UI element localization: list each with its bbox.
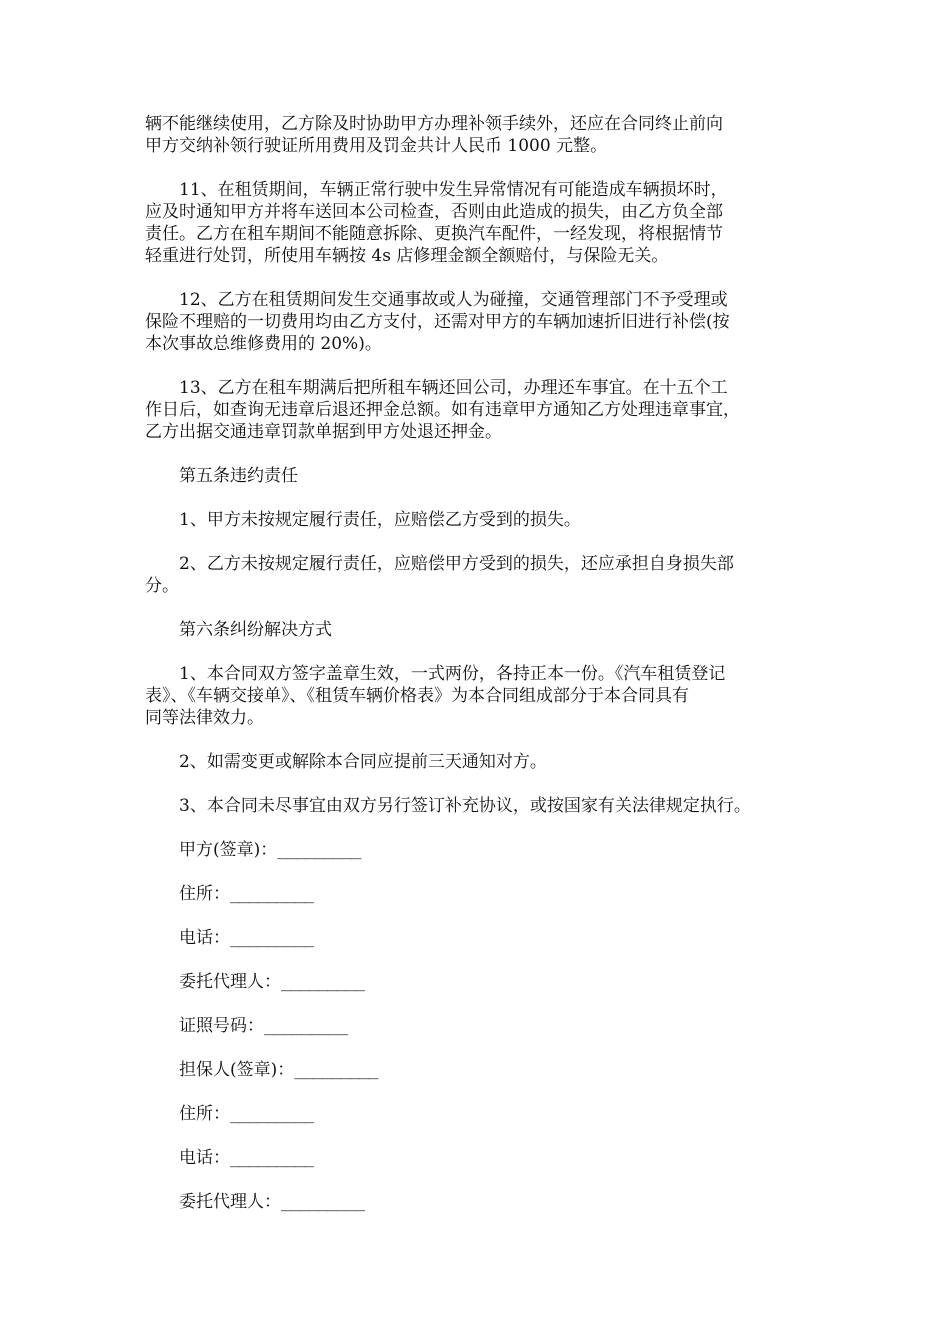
article-5-heading: 第五条违约责任 [179,466,298,486]
text-line: 责任。乙方在租车期间不能随意拆除、更换汽车配件，一经发现，将根据情节 [145,224,723,244]
signature-blank: _________ [277,840,361,860]
guarantor-address-field [145,1103,825,1125]
field-label: 委托代理人： [179,1192,281,1212]
party-a-phone-field [145,927,825,949]
text-line: 表》、《车辆交接单》、《租赁车辆价格表》为本合同组成部分于本合同具有 [145,686,689,706]
phone-blank: _________ [230,928,314,948]
agent-blank: _________ [281,1192,365,1212]
address-blank: _________ [230,884,314,904]
article-6-item-2: 2、如需变更或解除本合同应提前三天通知对方。 [179,752,547,772]
phone-blank: _________ [230,1148,314,1168]
text-line: 本次事故总维修费用的 20%)。 [145,334,382,354]
article-6-heading: 第六条纠纷解决方式 [179,620,332,640]
party-a-agent-field [145,971,825,993]
text-line: 同等法律效力。 [145,708,264,728]
id-number-blank: _________ [264,1016,348,1036]
text-line: 应及时通知甲方并将车送回本公司检查，否则由此造成的损失，由乙方负全部 [145,202,723,222]
guarantor-phone-field [145,1147,825,1169]
text-line: 辆不能继续使用，乙方除及时协助甲方办理补领手续外，还应在合同终止前向 [145,114,723,134]
field-label: 住所： [179,884,230,904]
text-line: 乙方出据交通违章罚款单据到甲方处退还押金。 [145,422,502,442]
article-6-item-3: 3、本合同未尽事宜由双方另行签订补充协议，或按国家有关法律规定执行。 [179,796,751,816]
text-line: 11、在租赁期间，车辆正常行驶中发生异常情况有可能造成车辆损坏时， [179,180,728,200]
article-6-item-1 [145,663,825,729]
text-line: 13、乙方在租车期满后把所租车辆还回公司，办理还车事宜。在十五个工 [179,378,728,398]
text-line: 保险不理赔的一切费用均由乙方支付，还需对甲方的车辆加速折旧进行补偿(按 [145,312,730,332]
guarantor-signature-field [145,1059,825,1081]
id-number-field [145,1015,825,1037]
field-label: 委托代理人： [179,972,281,992]
signature-blank: _________ [294,1060,378,1080]
field-label: 担保人(签章)： [179,1060,295,1080]
text-line: 轻重进行处罚，所使用车辆按 4s 店修理金额全额赔付，与保险无关。 [145,246,669,266]
guarantor-agent-field [145,1191,825,1213]
field-label: 证照号码： [179,1016,264,1036]
address-blank: _________ [230,1104,314,1124]
field-label: 甲方(签章)： [179,840,278,860]
article-5-item-2 [145,553,825,597]
text-line: 甲方交纳补领行驶证所用费用及罚金共计人民币 1000 元整。 [145,136,608,156]
text-line: 分。 [145,576,179,596]
agent-blank: _________ [281,972,365,992]
field-label: 电话： [179,928,230,948]
clause-13 [145,377,825,443]
text-line: 12、乙方在租赁期间发生交通事故或人为碰撞，交通管理部门不予受理或 [179,290,728,310]
field-label: 住所： [179,1104,230,1124]
party-a-address-field [145,883,825,905]
document-page [145,113,825,1235]
text-line: 1、本合同双方签字盖章生效，一式两份，各持正本一份。《汽车租赁登记 [179,664,726,684]
field-label: 电话： [179,1148,230,1168]
clause-12 [145,289,825,355]
clause-11 [145,179,825,267]
party-a-signature-field [145,839,825,861]
article-5-item-1: 1、甲方未按规定履行责任，应赔偿乙方受到的损失。 [179,510,581,530]
text-line: 作日后，如查询无违章后退还押金总额。如有违章甲方通知乙方处理违章事宜， [145,400,740,420]
text-line: 2、乙方未按规定履行责任，应赔偿甲方受到的损失，还应承担自身损失部 [179,554,734,574]
clause-10-continuation [145,113,825,157]
